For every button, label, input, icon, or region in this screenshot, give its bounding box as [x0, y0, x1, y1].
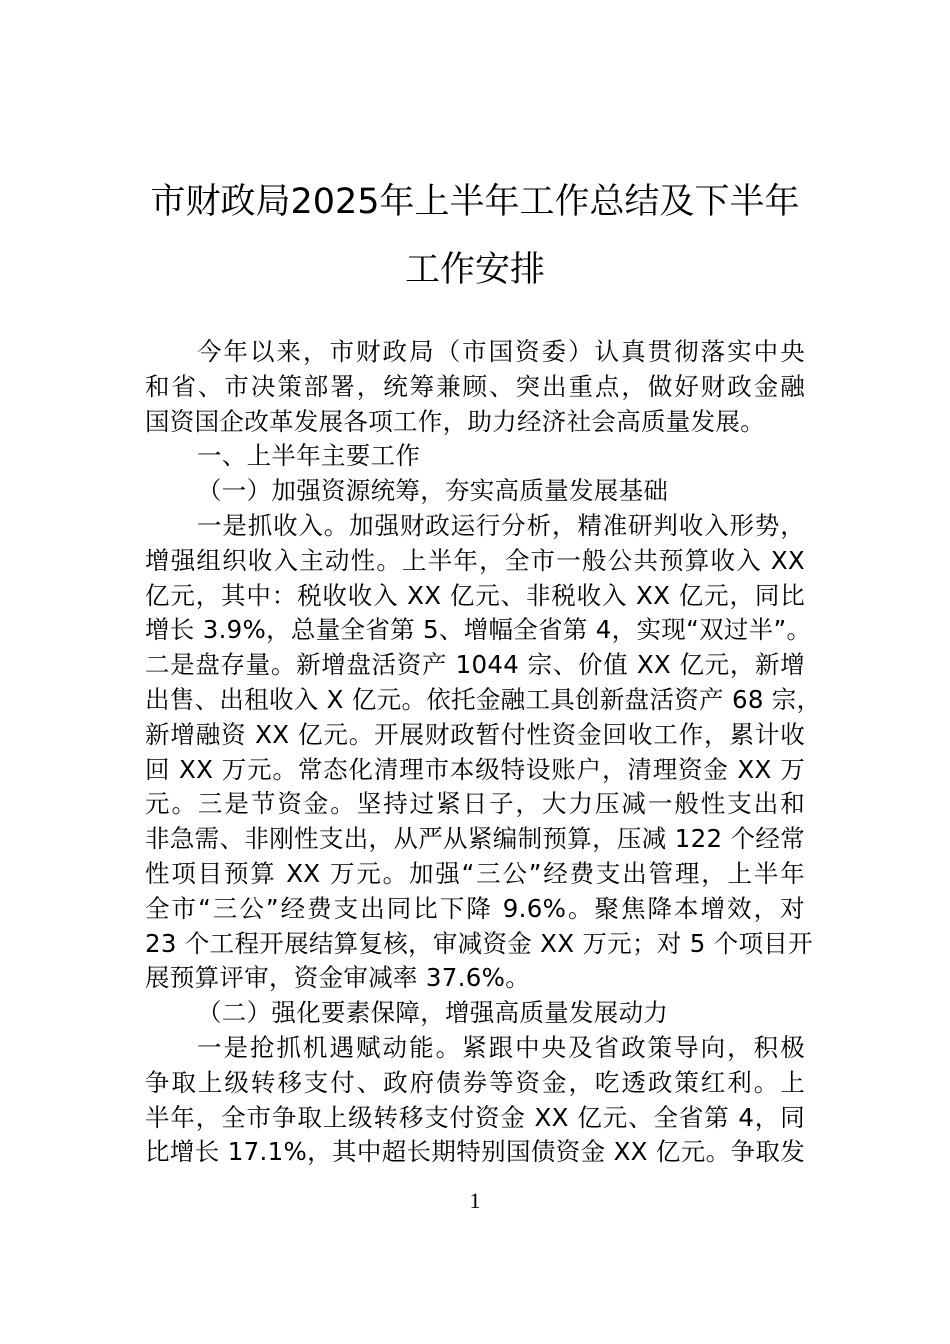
text-line: 国资国企改革发展各项工作，助力经济社会高质量发展。: [145, 406, 765, 436]
paragraph: [145, 439, 805, 474]
paragraph: [145, 335, 805, 439]
text-line: 二是盘存量。新增盘活资产 1044 宗、价值 XX 亿元，新增: [145, 650, 805, 680]
text-line: （一）加强资源统筹，夯实高质量发展基础: [197, 476, 669, 506]
page-number: 1: [469, 1188, 481, 1213]
text-line: 展预算评审，资金审减率 37.6%。: [145, 963, 531, 993]
text-line: 全市“三公”经费支出同比下降 9.6%。聚焦降本增效，对: [145, 893, 805, 923]
text-line: 今年以来，市财政局（市国资委）认真贯彻落实中央: [197, 337, 805, 366]
text-line: 亿元，其中：税收收入 XX 亿元、非税收入 XX 亿元，同比: [145, 580, 805, 610]
text-line: 增强组织收入主动性。上半年，全市一般公共预算收入 XX: [145, 545, 805, 575]
paragraph: [145, 1031, 805, 1170]
text-line: （二）强化要素保障，增强高质量发展动力: [197, 998, 669, 1028]
text-line: 非急需、非刚性支出，从严从紧编制预算，压减 122 个经常: [145, 824, 805, 854]
document-title-line-2: 工作安排: [404, 250, 545, 290]
document-body: [145, 335, 822, 1170]
text-line: 半年，全市争取上级转移支付资金 XX 亿元、全省第 4，同: [145, 1102, 805, 1132]
text-line: 一是抓收入。加强财政运行分析，精准研判收入形势，: [197, 510, 805, 540]
text-line: 一是抢抓机遇赋动能。紧跟中央及省政策导向，积极: [197, 1032, 805, 1062]
text-line: 比增长 17.1%，其中超长期特别国债资金 XX 亿元。争取发: [145, 1137, 805, 1167]
text-line: 23 个工程开展结算复核，审减资金 XX 万元；对 5 个项目开: [145, 928, 813, 958]
text-line: 出售、出租收入 X 亿元。依托金融工具创新盘活资产 68 宗，: [145, 684, 822, 714]
text-line: 新增融资 XX 亿元。开展财政暂付性资金回收工作，累计收: [145, 719, 805, 749]
text-line: 性项目预算 XX 万元。加强“三公”经费支出管理，上半年: [145, 858, 805, 888]
text-line: 争取上级转移支付、政府债券等资金，吃透政策红利。上: [145, 1067, 805, 1097]
text-line: 和省、市决策部署，统筹兼顾、突出重点，做好财政金融: [145, 371, 805, 401]
document-title-line-1: 市财政局2025年上半年工作总结及下半年: [150, 182, 800, 222]
paragraph: [145, 474, 805, 509]
text-line: 一、上半年主要工作: [197, 441, 421, 471]
paragraph: [145, 509, 822, 996]
text-line: 元。三是节资金。坚持过紧日子，大力压减一般性支出和: [145, 789, 805, 819]
paragraph: [145, 996, 805, 1031]
text-line: 增长 3.9%，总量全省第 5、增幅全省第 4，实现“双过半”。: [145, 615, 812, 645]
text-line: 回 XX 万元。常态化清理市本级特设账户，清理资金 XX 万: [145, 754, 805, 784]
